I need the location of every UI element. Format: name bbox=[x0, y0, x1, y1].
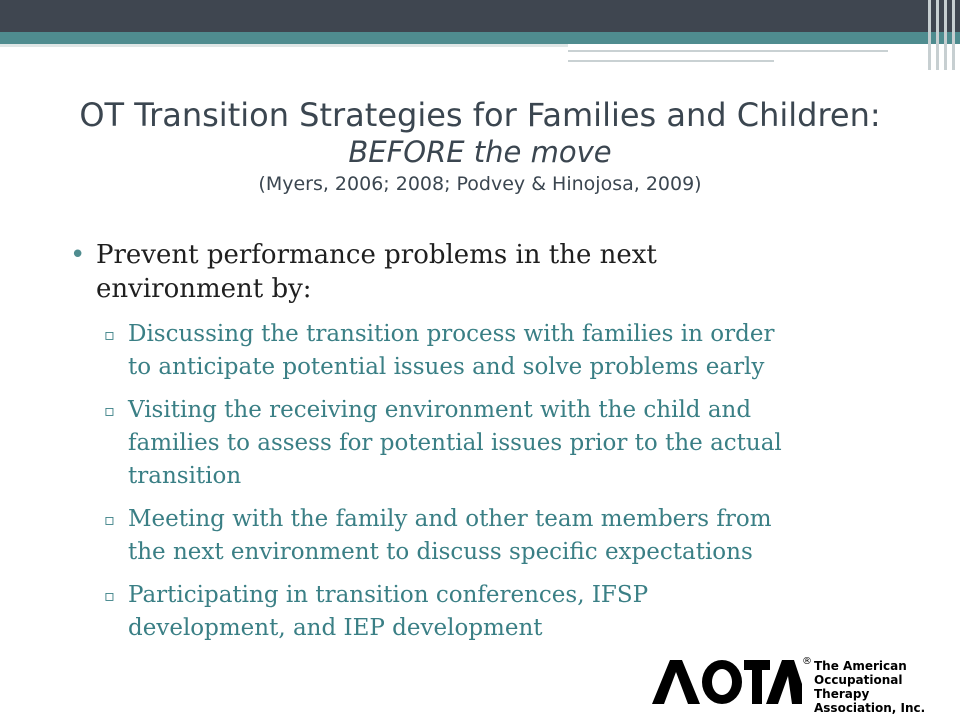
sub-bullet-line: to anticipate potential issues and solve problems early bbox=[128, 354, 765, 380]
aota-logo bbox=[650, 656, 960, 715]
square-bullet-icon: ▫ bbox=[104, 401, 115, 420]
bullet-dot-icon: • bbox=[70, 240, 86, 270]
logo-text bbox=[814, 659, 960, 715]
sub-bullet-line: Discussing the transition process with families in order bbox=[128, 321, 775, 347]
logo-line: The American bbox=[814, 659, 907, 673]
teal-band bbox=[0, 32, 960, 44]
square-bullet-icon: ▫ bbox=[104, 586, 115, 605]
sub-bullet bbox=[70, 503, 930, 569]
sub-bullet bbox=[70, 318, 930, 384]
decor-line bbox=[568, 60, 774, 62]
sub-bullet-line: transition bbox=[128, 463, 242, 489]
slide-content bbox=[70, 238, 930, 655]
sub-bullet-line: development, and IEP development bbox=[128, 615, 543, 641]
main-bullet-line: environment by: bbox=[96, 274, 312, 304]
logo-line: Association, Inc. bbox=[814, 701, 926, 715]
sub-bullet-line: Participating in transition conferences, IFSP bbox=[128, 582, 649, 608]
decor-stripes bbox=[924, 0, 960, 70]
sub-bullet bbox=[70, 579, 930, 645]
decor-line bbox=[568, 50, 888, 52]
title-line-1: OT Transition Strategies for Families and Children: bbox=[79, 96, 881, 134]
decor-line bbox=[0, 44, 568, 47]
main-bullet bbox=[70, 238, 930, 306]
square-bullet-icon: ▫ bbox=[104, 325, 115, 344]
registered-mark: ® bbox=[802, 656, 812, 667]
slide-title bbox=[20, 96, 940, 196]
top-bar bbox=[0, 0, 960, 32]
title-citation: (Myers, 2006; 2008; Podvey & Hinojosa, 2009) bbox=[258, 173, 702, 195]
title-line-2: BEFORE the move bbox=[348, 135, 612, 169]
sub-bullet bbox=[70, 394, 930, 493]
square-bullet-icon: ▫ bbox=[104, 510, 115, 529]
main-bullet-line: Prevent performance problems in the next bbox=[96, 240, 657, 270]
sub-bullet-line: Meeting with the family and other team members from bbox=[128, 506, 772, 532]
aota-wordmark-icon bbox=[650, 656, 802, 708]
sub-bullet-line: families to assess for potential issues prior to the actual bbox=[128, 430, 782, 456]
logo-line: Occupational Therapy bbox=[814, 673, 903, 701]
sub-bullet-line: the next environment to discuss specific expectations bbox=[128, 539, 753, 565]
sub-bullet-line: Visiting the receiving environment with the child and bbox=[128, 397, 752, 423]
